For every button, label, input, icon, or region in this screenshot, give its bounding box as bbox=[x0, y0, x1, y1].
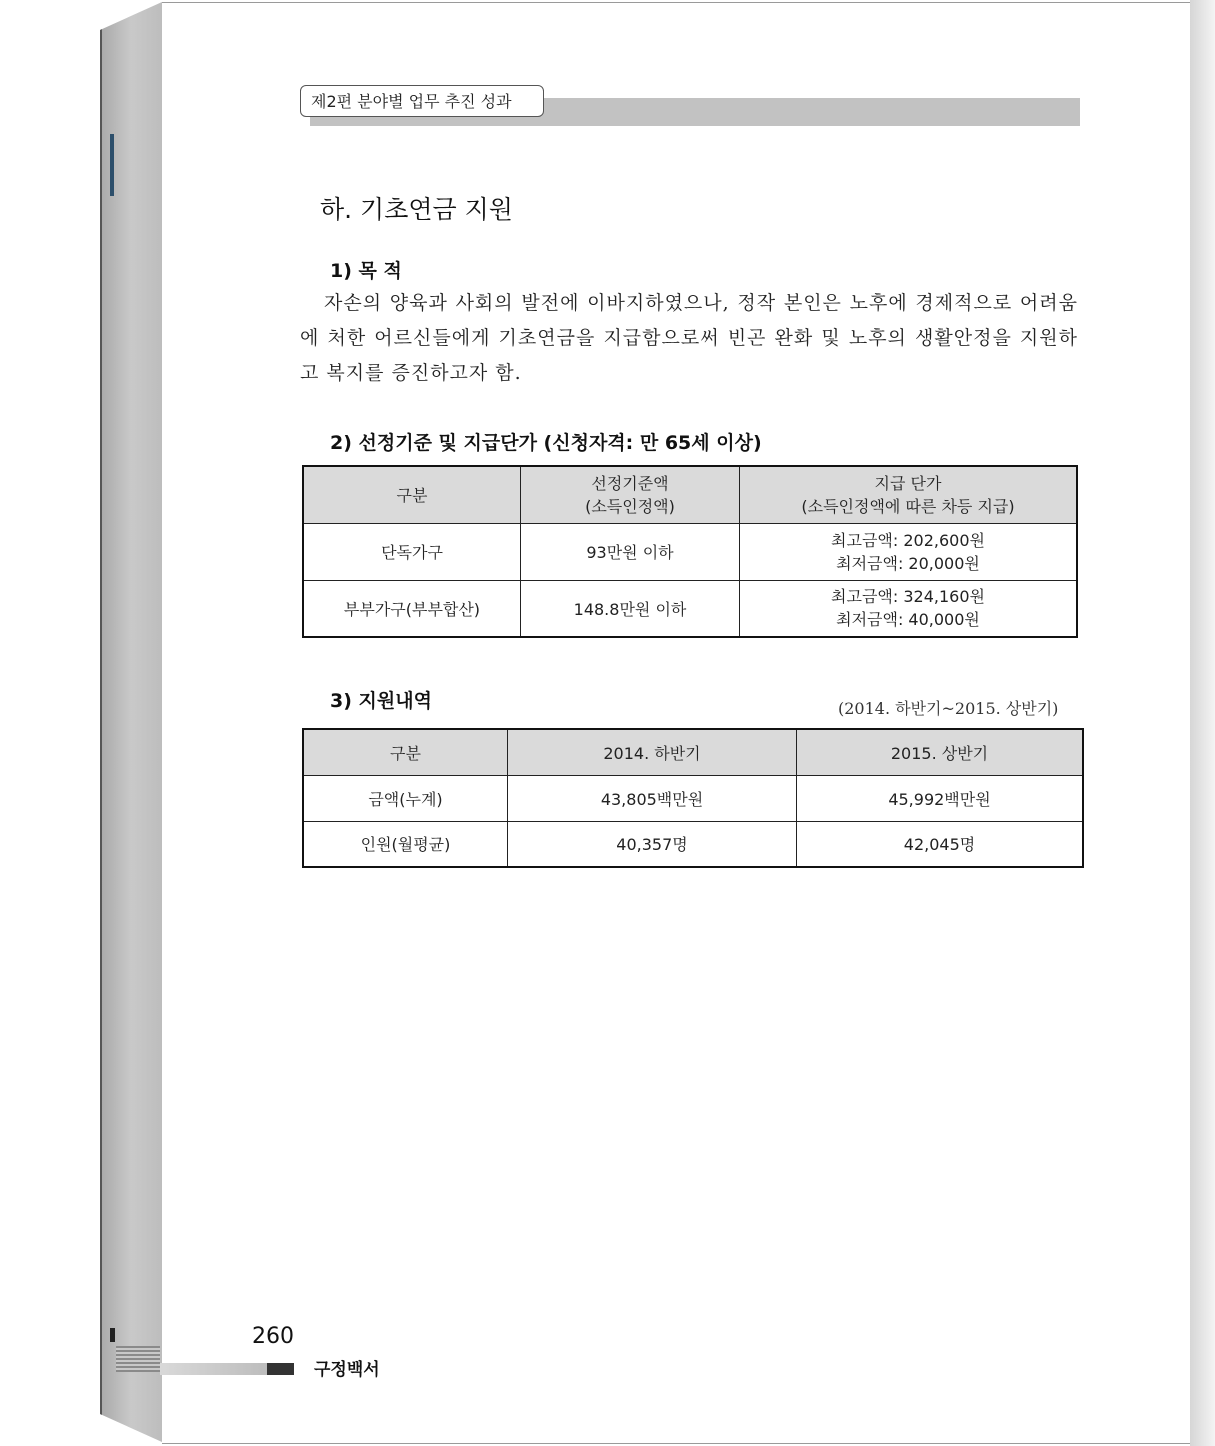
row-category: 단독가구 bbox=[303, 523, 521, 580]
header-payment-line2: (소득인정액에 따른 차등 지급) bbox=[801, 496, 1015, 516]
spine-stripe bbox=[116, 1346, 160, 1372]
header-category: 구분 bbox=[303, 729, 508, 775]
table-row bbox=[303, 580, 1077, 637]
row-payment-max: 최고금액: 324,160원 bbox=[831, 587, 985, 607]
history-table bbox=[302, 728, 1084, 868]
row-category: 부부가구(부부합산) bbox=[303, 580, 521, 637]
table-row bbox=[303, 523, 1077, 580]
history-range: (2014. 하반기~2015. 상반기) bbox=[838, 699, 1059, 718]
header-payment-line1: 지급 단가 bbox=[874, 473, 942, 493]
header-category: 구분 bbox=[303, 466, 521, 523]
header-payment bbox=[740, 466, 1078, 523]
header-period-2: 2015. 상반기 bbox=[797, 729, 1084, 775]
document-page bbox=[162, 2, 1190, 1444]
chapter-tag: 제2편 분야별 업무 추진 성과 bbox=[300, 85, 544, 117]
book-title: 구정백서 bbox=[314, 1360, 380, 1380]
criteria-heading: 2) 선정기준 및 지급단가 (신청자격: 만 65세 이상) bbox=[330, 432, 762, 454]
header-period-1: 2014. 하반기 bbox=[508, 729, 797, 775]
row-payment-max: 최고금액: 202,600원 bbox=[831, 530, 985, 550]
table-header-row bbox=[303, 466, 1077, 523]
row-value-2: 45,992백만원 bbox=[797, 775, 1084, 821]
purpose-paragraph: 자손의 양육과 사회의 발전에 이바지하였으나, 정작 본인은 노후에 경제적으로 어려움에 처한 어르신들에게 기초연금을 지급함으로써 빈곤 완화 및 노후의 생활안정을 지원하고 복지를 증진하고자 함. bbox=[300, 292, 1078, 384]
row-payment bbox=[740, 523, 1078, 580]
row-label: 인원(월평균) bbox=[303, 821, 508, 867]
row-value-1: 43,805백만원 bbox=[508, 775, 797, 821]
row-label: 금액(누계) bbox=[303, 775, 508, 821]
spine-marker bbox=[110, 134, 114, 196]
page-shadow bbox=[1190, 0, 1215, 1446]
header-threshold bbox=[521, 466, 740, 523]
row-payment-min: 최저금액: 40,000원 bbox=[836, 610, 980, 630]
row-payment bbox=[740, 580, 1078, 637]
row-threshold: 93만원 이하 bbox=[521, 523, 740, 580]
footer-bar bbox=[160, 1363, 294, 1375]
header-threshold-line1: 선정기준액 bbox=[591, 473, 669, 493]
history-heading: 3) 지원내역 bbox=[330, 690, 432, 712]
section-title: 하. 기초연금 지원 bbox=[320, 195, 513, 224]
table-header-row bbox=[303, 729, 1083, 775]
row-threshold: 148.8만원 이하 bbox=[521, 580, 740, 637]
table-row bbox=[303, 821, 1083, 867]
criteria-table bbox=[302, 465, 1078, 638]
purpose-heading: 1) 목 적 bbox=[330, 260, 402, 282]
header-threshold-line2: (소득인정액) bbox=[585, 496, 675, 516]
row-value-2: 42,045명 bbox=[797, 821, 1084, 867]
table-row bbox=[303, 775, 1083, 821]
spine-edge bbox=[100, 2, 162, 1442]
row-value-1: 40,357명 bbox=[508, 821, 797, 867]
row-payment-min: 최저금액: 20,000원 bbox=[836, 553, 980, 573]
page-number: 260 bbox=[252, 1324, 294, 1349]
spine-marker-bottom bbox=[110, 1328, 115, 1342]
